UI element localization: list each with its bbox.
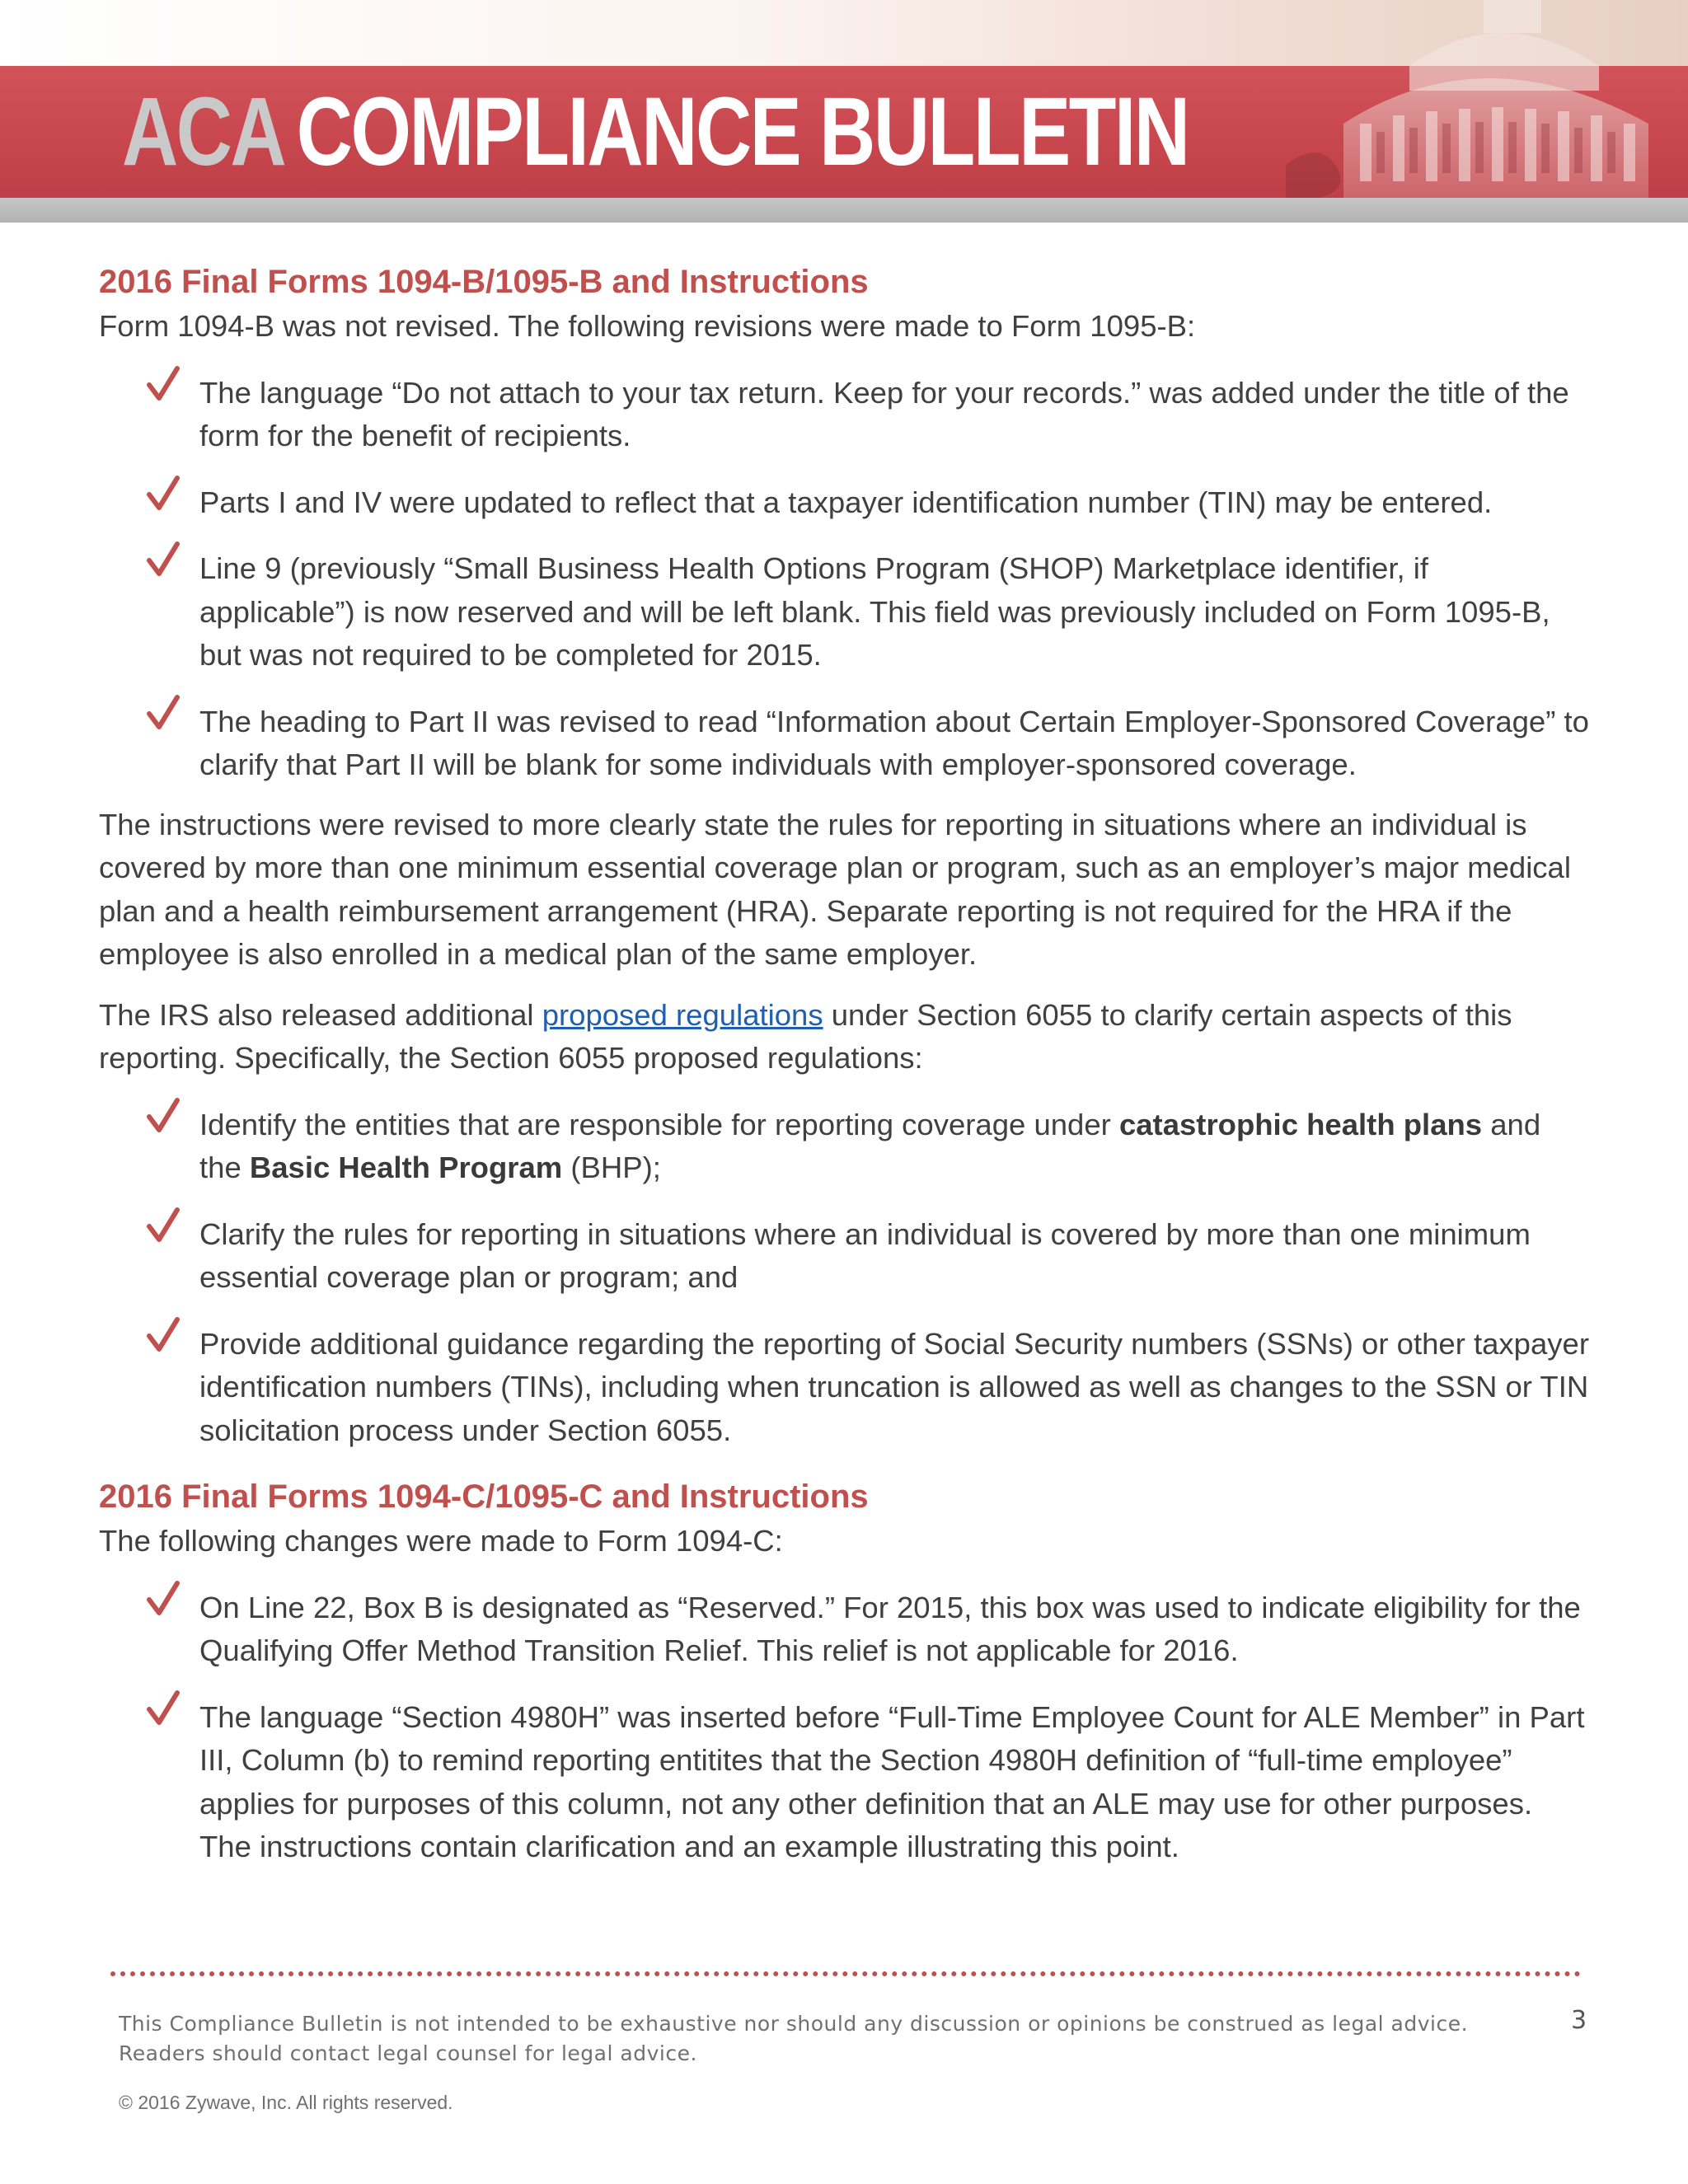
footer-disclaimer <box>119 2009 1520 2069</box>
irs-paragraph-end: under Section 6055 to clarify certain aspects of this reporting. Specifically, the Section 6055 proposed regulations: <box>99 997 1512 1075</box>
reg-text: (BHP); <box>562 1151 661 1184</box>
reg-text: and the <box>199 1107 1541 1184</box>
checkmark-icon <box>147 1097 180 1135</box>
check-item <box>99 547 1589 677</box>
check-item <box>99 1323 1589 1453</box>
check-item-text: The heading to Part II was revised to read “Information about Certain Employer-Sponsored Coverage” to clarify that Part II will be blank for some individuals with employer-sponsored coverage. <box>199 704 1589 781</box>
check-item <box>99 1213 1589 1300</box>
banner-title-main: COMPLIANCE BULLETIN <box>296 77 1189 186</box>
check-item-text: The language “Section 4980H” was inserted before “Full-Time Employee Count for ALE Member” in Part III, Column (b) to remind reporting entitites that the Section 4980H definition of “full-time employee” applies for purposes of this column, not any other definition that an ALE may use for other purposes. The instructions contain clarification and an example illustrating this point. <box>199 1699 1585 1863</box>
banner-gray-stripe <box>0 198 1688 223</box>
checkmark-icon <box>147 1580 180 1618</box>
check-item <box>99 481 1589 525</box>
section-1-checklist <box>99 372 1589 787</box>
section-1-intro: Form 1094-B was not revised. The following revisions were made to Form 1095-B: <box>99 309 1196 343</box>
checkmark-icon <box>147 1207 180 1244</box>
proposed-regulations-link[interactable]: proposed regulations <box>542 997 823 1032</box>
regulations-checklist <box>99 1104 1589 1453</box>
checkmark-icon <box>147 475 180 513</box>
copyright: © 2016 Zywave, Inc. All rights reserved. <box>119 2092 453 2113</box>
checkmark-icon <box>147 694 180 732</box>
disclaimer-line-1: This Compliance Bulletin is not intended to be exhaustive nor should any discussion or opinions be construed as legal advice. <box>119 2012 1469 2036</box>
check-item <box>99 1696 1589 1869</box>
check-item-text <box>199 1108 1540 1185</box>
page-number: 3 <box>1571 2006 1587 2035</box>
catastrophic-plans-term: catastrophic health plans <box>1118 1107 1483 1141</box>
section-2-intro: The following changes were made to Form 1094-C: <box>99 1524 783 1558</box>
check-item-text: Provide additional guidance regarding the reporting of Social Security numbers (SSNs) or other taxpayer identification numbers (TINs), including when truncation is allowed as well as changes to the SSN or TIN solicitation process under Section 6055. <box>199 1326 1589 1447</box>
basic-health-program-term: Basic Health Program <box>249 1151 563 1184</box>
checkmark-icon <box>147 1690 180 1727</box>
irs-paragraph <box>99 994 1589 1080</box>
section-1-heading: 2016 Final Forms 1094-B/1095-B and Instructions <box>99 264 869 300</box>
reg-text: Identify the entities that are responsible for reporting coverage under <box>199 1107 1119 1141</box>
check-item-text: On Line 22, Box B is designated as “Reserved.” For 2015, this box was used to indicate eligibility for the Qualifying Offer Method Transition Relief. This relief is not applicable for 2016. <box>199 1590 1581 1667</box>
bulletin-content <box>99 259 1589 1869</box>
checkmark-icon <box>147 541 180 579</box>
check-item <box>99 1104 1589 1190</box>
banner-title-prefix: ACA <box>122 77 285 186</box>
check-item-text: Clarify the rules for reporting in situations where an individual is covered by more than one minimum essential coverage plan or program; and <box>199 1216 1531 1294</box>
disclaimer-line-2: Readers should contact legal counsel for legal advice. <box>119 2041 697 2065</box>
check-item <box>99 701 1589 787</box>
check-item <box>99 1586 1589 1673</box>
section-2-checklist <box>99 1586 1589 1869</box>
instructions-paragraph: The instructions were revised to more clearly state the rules for reporting in situations where an individual is covered by more than one minimum essential coverage plan or program, such as an employer’s major medical plan and a health reimbursement arrangement (HRA). Separate reporting is not required for the HRA if the employee is also enrolled in a medical plan of the same employer. <box>99 807 1571 971</box>
banner-title <box>122 77 1189 186</box>
footer-divider <box>110 1971 1581 1976</box>
check-item-text: The language “Do not attach to your tax return. Keep for your records.” was added under the title of the form for the benefit of recipients. <box>199 375 1569 452</box>
section-2-heading: 2016 Final Forms 1094-C/1095-C and Instructions <box>99 1479 869 1515</box>
check-item <box>99 372 1589 458</box>
checkmark-icon <box>147 365 180 403</box>
capitol-dome-icon <box>1286 0 1688 223</box>
irs-paragraph-start: The IRS also released additional <box>99 997 542 1032</box>
check-item-text: Parts I and IV were updated to reflect that a taxpayer identification number (TIN) may be entered. <box>199 485 1493 519</box>
check-item-text: Line 9 (previously “Small Business Health Options Program (SHOP) Marketplace identifier, if applicable”) is now reserved and will be left blank. This field was previously included on Form 1095-B, but was not required to be completed for 2015. <box>199 551 1550 672</box>
checkmark-icon <box>147 1316 180 1354</box>
